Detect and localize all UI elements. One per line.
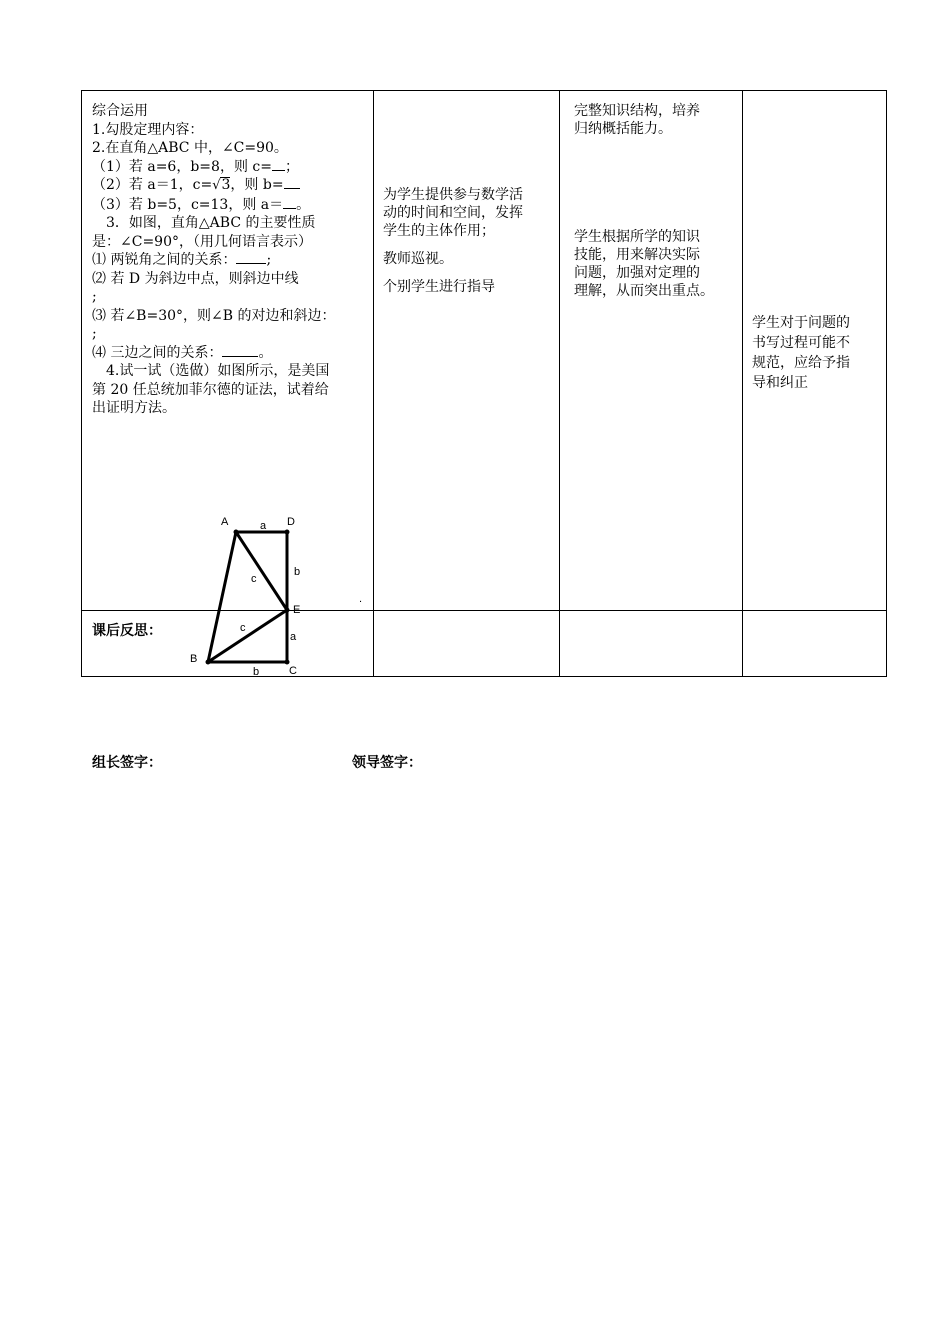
question-3-4: ⑷ 三边之间的关系： 。 [92,344,273,361]
notes-line-1: 学生对于问题的 [752,315,850,331]
question-1: 1.勾股定理内容： [92,121,204,138]
question-2-1: （1）若 a=6，b=8，则 c= ； [92,158,299,175]
point-e [284,607,289,612]
label-b: B [189,652,197,665]
section-heading: 综合运用 [92,103,148,119]
question-4-line-c: 出证明方法。 [92,400,176,416]
point-c [284,659,289,664]
empty-cell [743,611,887,677]
question-3-3-end: ; [92,326,97,342]
label-a-top: a [259,519,266,532]
empty-cell [560,611,743,677]
question-3-3: ⑶ 若∠B=30°，则∠B 的对边和斜边： [92,307,336,324]
label-d: D [286,515,295,528]
intent-line-3: 学生根据所学的知识 [574,229,700,245]
point-d [284,529,289,534]
notes-cell [743,91,887,611]
question-2: 2.在直角△ABC 中，∠C=90。 [92,140,288,156]
notes-line-2: 书写过程可能不 [752,335,850,351]
segment-be [208,610,287,662]
teacher-line-5: 个别学生进行指导 [383,279,495,295]
label-b-bottom: b [252,665,259,678]
reflection-label: 课后反思： [92,623,162,639]
garfield-proof-figure [182,511,412,681]
teacher-line-2: 动的时间和空间，发挥 [383,205,523,221]
lesson-table [81,90,887,677]
point-a [233,529,238,534]
notes-line-4: 导和纠正 [752,375,808,391]
question-4-line-b: 第 20 任总统加菲尔德的证法，试着给 [92,381,329,398]
question-3-2-end: ; [92,289,97,305]
question-4-line-a: 4.试一试（选做）如图所示，是美国 [106,363,330,379]
label-b-right: b [293,565,300,578]
intent-line-5: 问题，加强对定理的 [574,265,700,281]
question-3-2: ⑵ 若 D 为斜边中点，则斜边中线 [92,270,299,287]
label-a-right: a [289,630,296,643]
question-3-line-a: 3．如图，直角△ABC 的主要性质 [106,215,316,231]
leader-signature-label: 组长签字： [92,755,162,771]
notes-line-3: 规范，应给予指 [752,355,850,371]
label-e: E [292,603,300,616]
label-c-lower: c [239,621,245,634]
design-intent-cell [560,91,743,611]
question-3-1: ⑴ 两锐角之间的关系： ; [92,252,272,268]
table-row [82,91,887,611]
teacher-line-4: 教师巡视。 [383,251,453,267]
stray-dot: . [358,592,362,605]
intent-line-2: 归纳概括能力。 [574,121,672,137]
question-2-3: （3）若 b=5，c=13，则 a＝ 。 [92,196,311,213]
teacher-line-1: 为学生提供参与数学活 [383,187,523,203]
director-signature-label: 领导签字： [352,755,422,771]
intent-line-4: 技能，用来解决实际 [574,247,700,263]
label-c-upper: c [250,572,256,585]
intent-line-6: 理解，从而突出重点。 [574,283,714,299]
question-2-2: （2）若 a＝1，c=√3，则 b= [92,176,373,196]
point-b [205,659,210,664]
question-3-line-b: 是：∠C=90°，（用几何语言表示） [92,233,312,250]
label-c: C [288,664,297,677]
intent-line-1: 完整知识结构，培养 [574,103,700,119]
teacher-line-3: 学生的主体作用； [383,223,495,239]
label-a: A [220,515,228,528]
segment-ae [236,532,287,610]
